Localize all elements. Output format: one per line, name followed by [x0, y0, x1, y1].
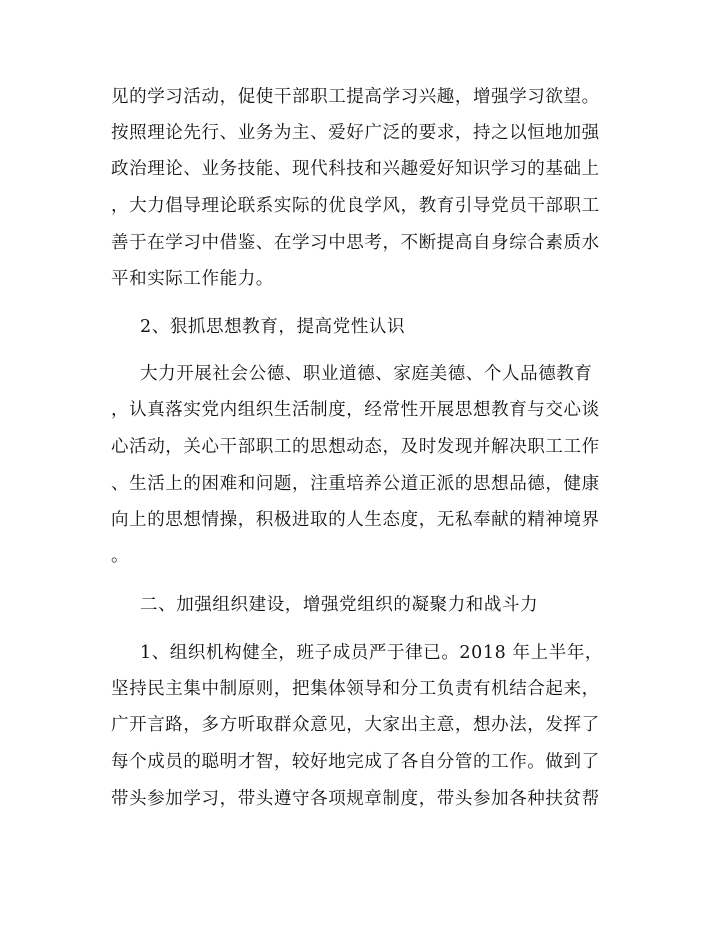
paragraph-line: 、生活上的困难和问题，注重培养公道正派的思想品德，健康	[111, 474, 600, 494]
paragraph-line: 向上的思想情操，积极进取的人生态度，无私奉献的精神境界	[111, 510, 600, 530]
paragraph-line: 带头参加学习，带头遵守各项规章制度，带头参加各种扶贫帮	[111, 789, 600, 809]
paragraph-line: 坚持民主集中制原则，把集体领导和分工负责有机结合起来，	[111, 679, 600, 699]
paragraph-line: 按照理论先行、业务为主、爱好广泛的要求，持之以恒地加强	[111, 123, 600, 143]
paragraph-line: ，大力倡导理论联系实际的优良学风，教育引导党员干部职工	[111, 196, 600, 216]
paragraph-line: 。	[111, 546, 130, 566]
paragraph-line: 政治理论、业务技能、现代科技和兴趣爱好知识学习的基础上	[111, 159, 600, 179]
paragraph-line: 1、组织机构健全，班子成员严于律已。2018 年上半年，	[140, 643, 604, 663]
section-heading: 2、狠抓思想教育，提高党性认识	[140, 317, 406, 337]
paragraph-line: 善于在学习中借鉴、在学习中思考，不断提高自身综合素质水	[111, 233, 600, 253]
paragraph-line: 大力开展社会公德、职业道德、家庭美德、个人品德教育	[140, 364, 593, 384]
paragraph-line: 广开言路，多方听取群众意见，大家出主意，想办法，发挥了	[111, 715, 600, 735]
paragraph-line: 每个成员的聪明才智，较好地完成了各自分管的工作。做到了	[111, 752, 600, 772]
paragraph-line: 见的学习活动，促使干部职工提高学习兴趣，增强学习欲望。	[111, 87, 600, 107]
section-heading: 二、加强组织建设，增强党组织的凝聚力和战斗力	[140, 595, 539, 615]
paragraph-line: 平和实际工作能力。	[111, 269, 274, 289]
paragraph-line: 心活动，关心干部职工的思想动态，及时发现并解决职工工作	[111, 437, 600, 457]
paragraph-line: ，认真落实党内组织生活制度，经常性开展思想教育与交心谈	[111, 400, 600, 420]
